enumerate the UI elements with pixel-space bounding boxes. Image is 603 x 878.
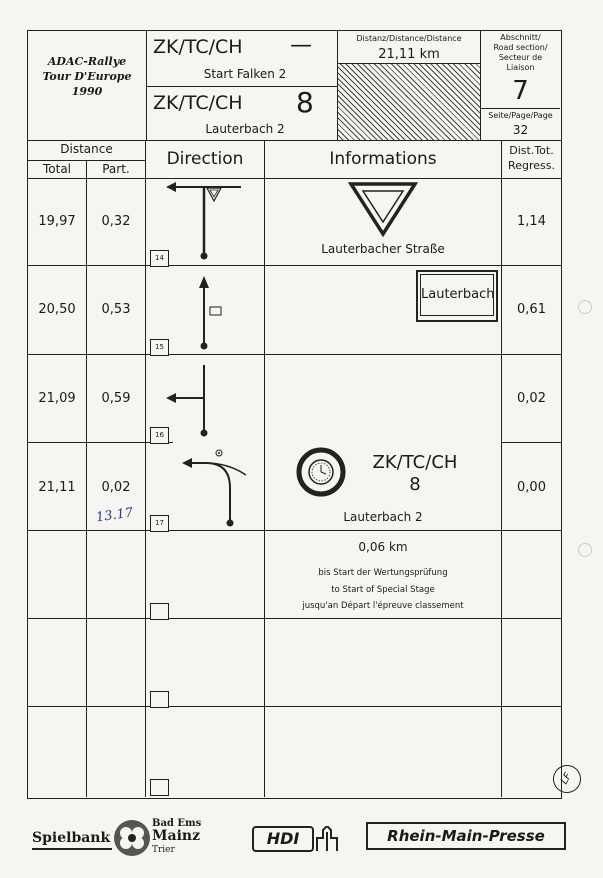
town-sign-label: Lauterbach <box>420 274 494 316</box>
sponsor-city-mainz: Mainz <box>152 828 201 844</box>
col-informations: Informations <box>329 149 437 169</box>
row-2-part: 0,53 <box>101 302 131 317</box>
tc-from-name: Start Falken 2 <box>203 67 287 81</box>
sponsor-city-trier: Trier <box>152 845 175 855</box>
section-value: 7 <box>512 76 529 106</box>
section-label-line-4: Liaison <box>506 63 535 72</box>
section-label-line-2: Road section/ <box>493 43 548 52</box>
row-2-direction-diagram <box>146 266 264 352</box>
row-1-total: 19,97 <box>38 214 76 229</box>
handwritten-time: 13.17 <box>95 505 135 526</box>
row-1-regress: 1,14 <box>517 214 546 229</box>
row-4-regress: 0,00 <box>517 480 546 495</box>
col-dist-tot <box>502 143 561 173</box>
row-4-tc-number: 8 <box>409 474 421 495</box>
row-6-number <box>150 691 169 708</box>
row-3-part: 0,59 <box>101 391 131 406</box>
row-3-regress: 0,02 <box>517 391 546 406</box>
row-2-total: 20,50 <box>38 302 76 317</box>
row-4-tc-code: ZK/TC/CH <box>372 452 458 473</box>
town-sign <box>416 270 498 322</box>
row-2-regress: 0,61 <box>517 302 546 317</box>
tc-from-dash: — <box>290 33 312 58</box>
hdi-tower-icon <box>314 826 340 852</box>
col-total: Total <box>42 162 72 176</box>
col-distance: Distance <box>60 142 113 156</box>
tc-to-name: Lauterbach 2 <box>205 122 285 136</box>
note-line-de: bis Start der Wertungsprüfung <box>318 568 448 578</box>
cloverleaf-icon <box>110 818 154 858</box>
page-value: 32 <box>512 123 529 137</box>
sponsor-spielbank-logo <box>30 818 230 858</box>
row-1-part: 0,32 <box>101 214 131 229</box>
sponsor-hdi-name: HDI <box>252 826 314 852</box>
row-3-number: 16 <box>150 427 169 444</box>
row-3-total: 21,09 <box>38 391 76 406</box>
row-5-number <box>150 603 169 620</box>
punch-hole-bottom <box>578 543 592 557</box>
row-1-info-text: Lauterbacher Straße <box>321 242 445 256</box>
yield-sign-icon <box>347 182 419 238</box>
initials-stamp: LF <box>548 760 586 798</box>
sponsor-spielbank-name: Spielbank <box>32 830 111 846</box>
section-label-line-3: Secteur de <box>498 53 543 62</box>
event-title-line-1: ADAC-Rallye <box>47 55 127 68</box>
sponsor-hdi-logo <box>252 826 342 852</box>
section-label-line-1: Abschnitt/ <box>500 33 541 42</box>
note-line-fr: jusqu'an Départ l'épreuve classement <box>302 601 464 611</box>
tc-to-code: ZK/TC/CH <box>153 92 243 114</box>
row-4-tc-name: Lauterbach 2 <box>343 510 423 524</box>
row-1-number: 14 <box>150 250 169 267</box>
event-title <box>28 54 146 99</box>
col-dist-tot-line-1: Dist.Tot. <box>509 144 554 157</box>
row-2-number: 15 <box>150 339 169 356</box>
row-7-number <box>150 779 169 796</box>
distance-value: 21,11 km <box>378 47 440 62</box>
distance-label: Distanz/Distance/Distance <box>356 34 462 43</box>
punch-hole-top <box>578 300 592 314</box>
event-title-line-2: Tour D'Europe <box>42 70 132 83</box>
hatched-area <box>338 64 480 140</box>
row-4-total: 21,11 <box>38 480 76 495</box>
col-direction: Direction <box>166 149 244 169</box>
time-control-clock-icon <box>296 447 346 497</box>
page-label: Seite/Page/Page <box>488 111 553 120</box>
section-label <box>481 33 560 73</box>
col-dist-tot-line-2: Regress. <box>508 159 555 172</box>
row-4-number: 17 <box>150 515 169 532</box>
note-line-en: to Start of Special Stage <box>331 585 435 595</box>
sponsor-city-bad-ems: Bad Ems <box>152 818 202 829</box>
row-3-direction-diagram <box>146 355 264 441</box>
note-distance: 0,06 km <box>358 540 408 554</box>
row-1-direction-diagram <box>146 179 264 265</box>
row-4-direction-diagram <box>146 443 264 529</box>
event-title-line-3: 1990 <box>71 85 103 98</box>
sponsor-rhein-main-presse: Rhein-Main-Presse <box>366 822 566 850</box>
col-part: Part. <box>102 162 130 176</box>
tc-from-code: ZK/TC/CH <box>153 36 243 58</box>
tc-to-number: 8 <box>296 86 314 119</box>
row-4-part: 0,02 <box>101 480 131 495</box>
sponsor-spielbank-underline <box>32 848 112 850</box>
